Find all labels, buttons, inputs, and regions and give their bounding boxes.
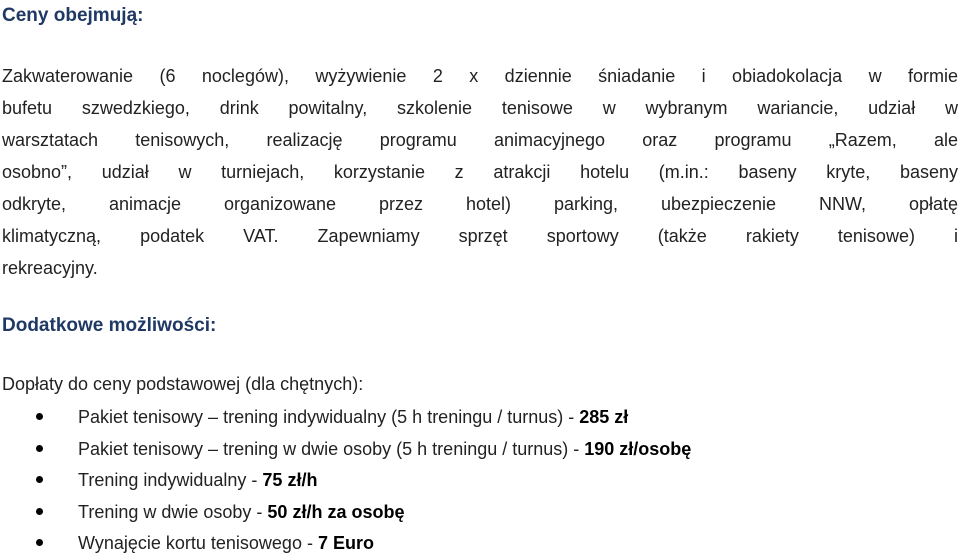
- included-description: [2, 60, 958, 284]
- section-heading-included: Ceny obejmują:: [2, 5, 144, 26]
- item-price: 75 zł/h: [262, 470, 318, 491]
- description-line: odkryte, animacje organizowane przez hotel) parking, ubezpieczenie NNW, opłatę: [2, 194, 958, 214]
- item-price: 285 zł: [579, 407, 629, 427]
- item-price: 190 zł/osobę: [584, 438, 692, 459]
- bullet-icon: [36, 508, 43, 515]
- item-label: Wynajęcie kortu tenisowego -: [78, 533, 318, 554]
- description-line: bufetu szwedzkiego, drink powitalny, szkolenie tenisowe w wybranym wariancie, udział w: [2, 98, 958, 118]
- bullet-icon: [36, 539, 43, 546]
- description-line: osobno”, udział w turniejach, korzystanie z atrakcji hotelu (m.in.: baseny kryte, baseny: [2, 162, 958, 182]
- item-label: Pakiet tenisowy – trening w dwie osoby (5 h treningu / turnus) -: [78, 438, 585, 459]
- bullet-icon: [36, 413, 43, 420]
- description-line: warsztatach tenisowych, realizację programu animacyjnego oraz programu „Razem, ale: [2, 130, 958, 150]
- item-price: 50 zł/h za osobę: [267, 501, 405, 522]
- description-line: Zakwaterowanie (6 noclegów), wyżywienie 2 x dziennie śniadanie i obiadokolacja w formie: [2, 66, 958, 86]
- description-line: rekreacyjny.: [2, 258, 98, 278]
- extras-intro: Dopłaty do ceny podstawowej (dla chętnych):: [2, 374, 364, 394]
- item-label: Trening indywidualny -: [78, 470, 263, 491]
- item-label: Trening w dwie osoby -: [78, 501, 268, 522]
- bullet-icon: [36, 476, 43, 483]
- section-heading-extras: Dodatkowe możliwości:: [2, 315, 217, 336]
- item-label: Pakiet tenisowy – trening indywidualny (5 h treningu / turnus) -: [78, 407, 580, 427]
- bullet-icon: [36, 445, 43, 452]
- description-line: klimatyczną, podatek VAT. Zapewniamy sprzęt sportowy (także rakiety tenisowe) i: [2, 226, 958, 246]
- item-price: 7 Euro: [317, 533, 374, 554]
